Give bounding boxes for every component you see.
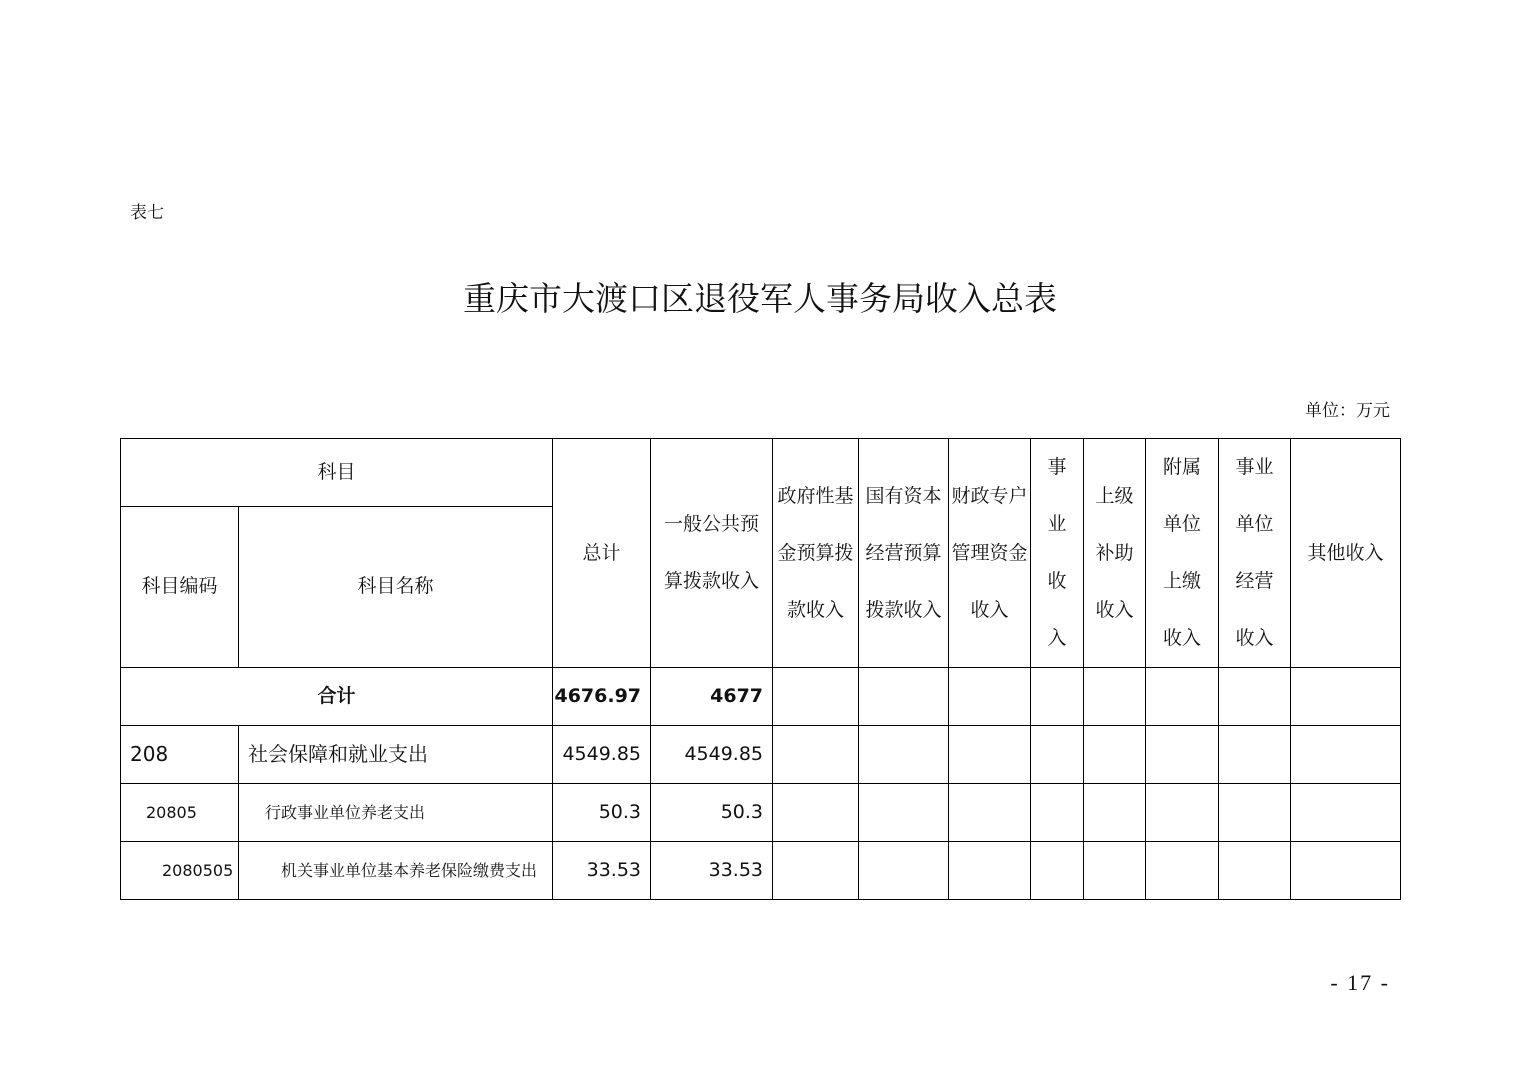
empty-cell bbox=[1146, 726, 1219, 784]
header-superior-subsidy: 上级补助收入 bbox=[1084, 439, 1146, 668]
subject-name-cell: 社会保障和就业支出 bbox=[239, 726, 553, 784]
empty-cell bbox=[859, 842, 949, 900]
empty-cell bbox=[1031, 726, 1084, 784]
empty-cell bbox=[1031, 842, 1084, 900]
empty-cell bbox=[1291, 842, 1401, 900]
income-summary-table bbox=[120, 438, 1401, 900]
header-special-account: 财政专户管理资金收入 bbox=[949, 439, 1031, 668]
empty-cell bbox=[1146, 668, 1219, 726]
empty-cell bbox=[1146, 784, 1219, 842]
general-budget-cell: 50.3 bbox=[651, 784, 773, 842]
empty-cell bbox=[859, 668, 949, 726]
total-cell: 4676.97 bbox=[553, 668, 651, 726]
total-cell: 4549.85 bbox=[553, 726, 651, 784]
table-row bbox=[121, 726, 1401, 784]
general-budget-cell: 33.53 bbox=[651, 842, 773, 900]
header-subject-code: 科目编码 bbox=[121, 506, 239, 667]
empty-cell bbox=[949, 842, 1031, 900]
unit-note: 单位：万元 bbox=[1305, 401, 1390, 421]
table-row bbox=[121, 784, 1401, 842]
empty-cell bbox=[1146, 842, 1219, 900]
empty-cell bbox=[1291, 668, 1401, 726]
total-cell: 33.53 bbox=[553, 842, 651, 900]
header-subject-name: 科目名称 bbox=[239, 506, 553, 667]
empty-cell bbox=[773, 668, 859, 726]
table-row bbox=[121, 842, 1401, 900]
header-business-income: 事业收入 bbox=[1031, 439, 1084, 668]
page-number: - 17 - bbox=[1330, 970, 1390, 995]
header-total: 总计 bbox=[553, 439, 651, 668]
empty-cell bbox=[949, 784, 1031, 842]
general-budget-cell: 4677 bbox=[651, 668, 773, 726]
header-general-budget: 一般公共预算拨款收入 bbox=[651, 439, 773, 668]
table-number-label: 表七 bbox=[130, 203, 164, 223]
empty-cell bbox=[859, 726, 949, 784]
general-budget-cell: 4549.85 bbox=[651, 726, 773, 784]
header-other-income: 其他收入 bbox=[1291, 439, 1401, 668]
empty-cell bbox=[773, 726, 859, 784]
page-title: 重庆市大渡口区退役军人事务局收入总表 bbox=[463, 279, 1057, 318]
subject-code-cell: 20805 bbox=[121, 784, 239, 842]
empty-cell bbox=[1084, 726, 1146, 784]
empty-cell bbox=[949, 726, 1031, 784]
total-cell: 50.3 bbox=[553, 784, 651, 842]
subject-code-cell: 2080505 bbox=[121, 842, 239, 900]
empty-cell bbox=[1219, 842, 1291, 900]
header-business-operation: 事业单位经营收入 bbox=[1219, 439, 1291, 668]
header-gov-fund: 政府性基金预算拨款收入 bbox=[773, 439, 859, 668]
header-state-capital: 国有资本经营预算拨款收入 bbox=[859, 439, 949, 668]
subject-name-cell: 机关事业单位基本养老保险缴费支出 bbox=[239, 842, 553, 900]
empty-cell bbox=[1031, 668, 1084, 726]
empty-cell bbox=[1291, 784, 1401, 842]
empty-cell bbox=[1084, 784, 1146, 842]
empty-cell bbox=[1291, 726, 1401, 784]
empty-cell bbox=[773, 842, 859, 900]
empty-cell bbox=[1031, 784, 1084, 842]
empty-cell bbox=[1219, 668, 1291, 726]
empty-cell bbox=[949, 668, 1031, 726]
empty-cell bbox=[1084, 668, 1146, 726]
subject-code-cell: 208 bbox=[121, 726, 239, 784]
header-affiliated-units: 附属单位上缴收入 bbox=[1146, 439, 1219, 668]
table-row-total bbox=[121, 668, 1401, 726]
empty-cell bbox=[1084, 842, 1146, 900]
empty-cell bbox=[773, 784, 859, 842]
empty-cell bbox=[1219, 784, 1291, 842]
empty-cell bbox=[1219, 726, 1291, 784]
header-subject: 科目 bbox=[121, 439, 553, 507]
subject-name-cell: 行政事业单位养老支出 bbox=[239, 784, 553, 842]
total-label: 合计 bbox=[121, 668, 553, 726]
empty-cell bbox=[859, 784, 949, 842]
